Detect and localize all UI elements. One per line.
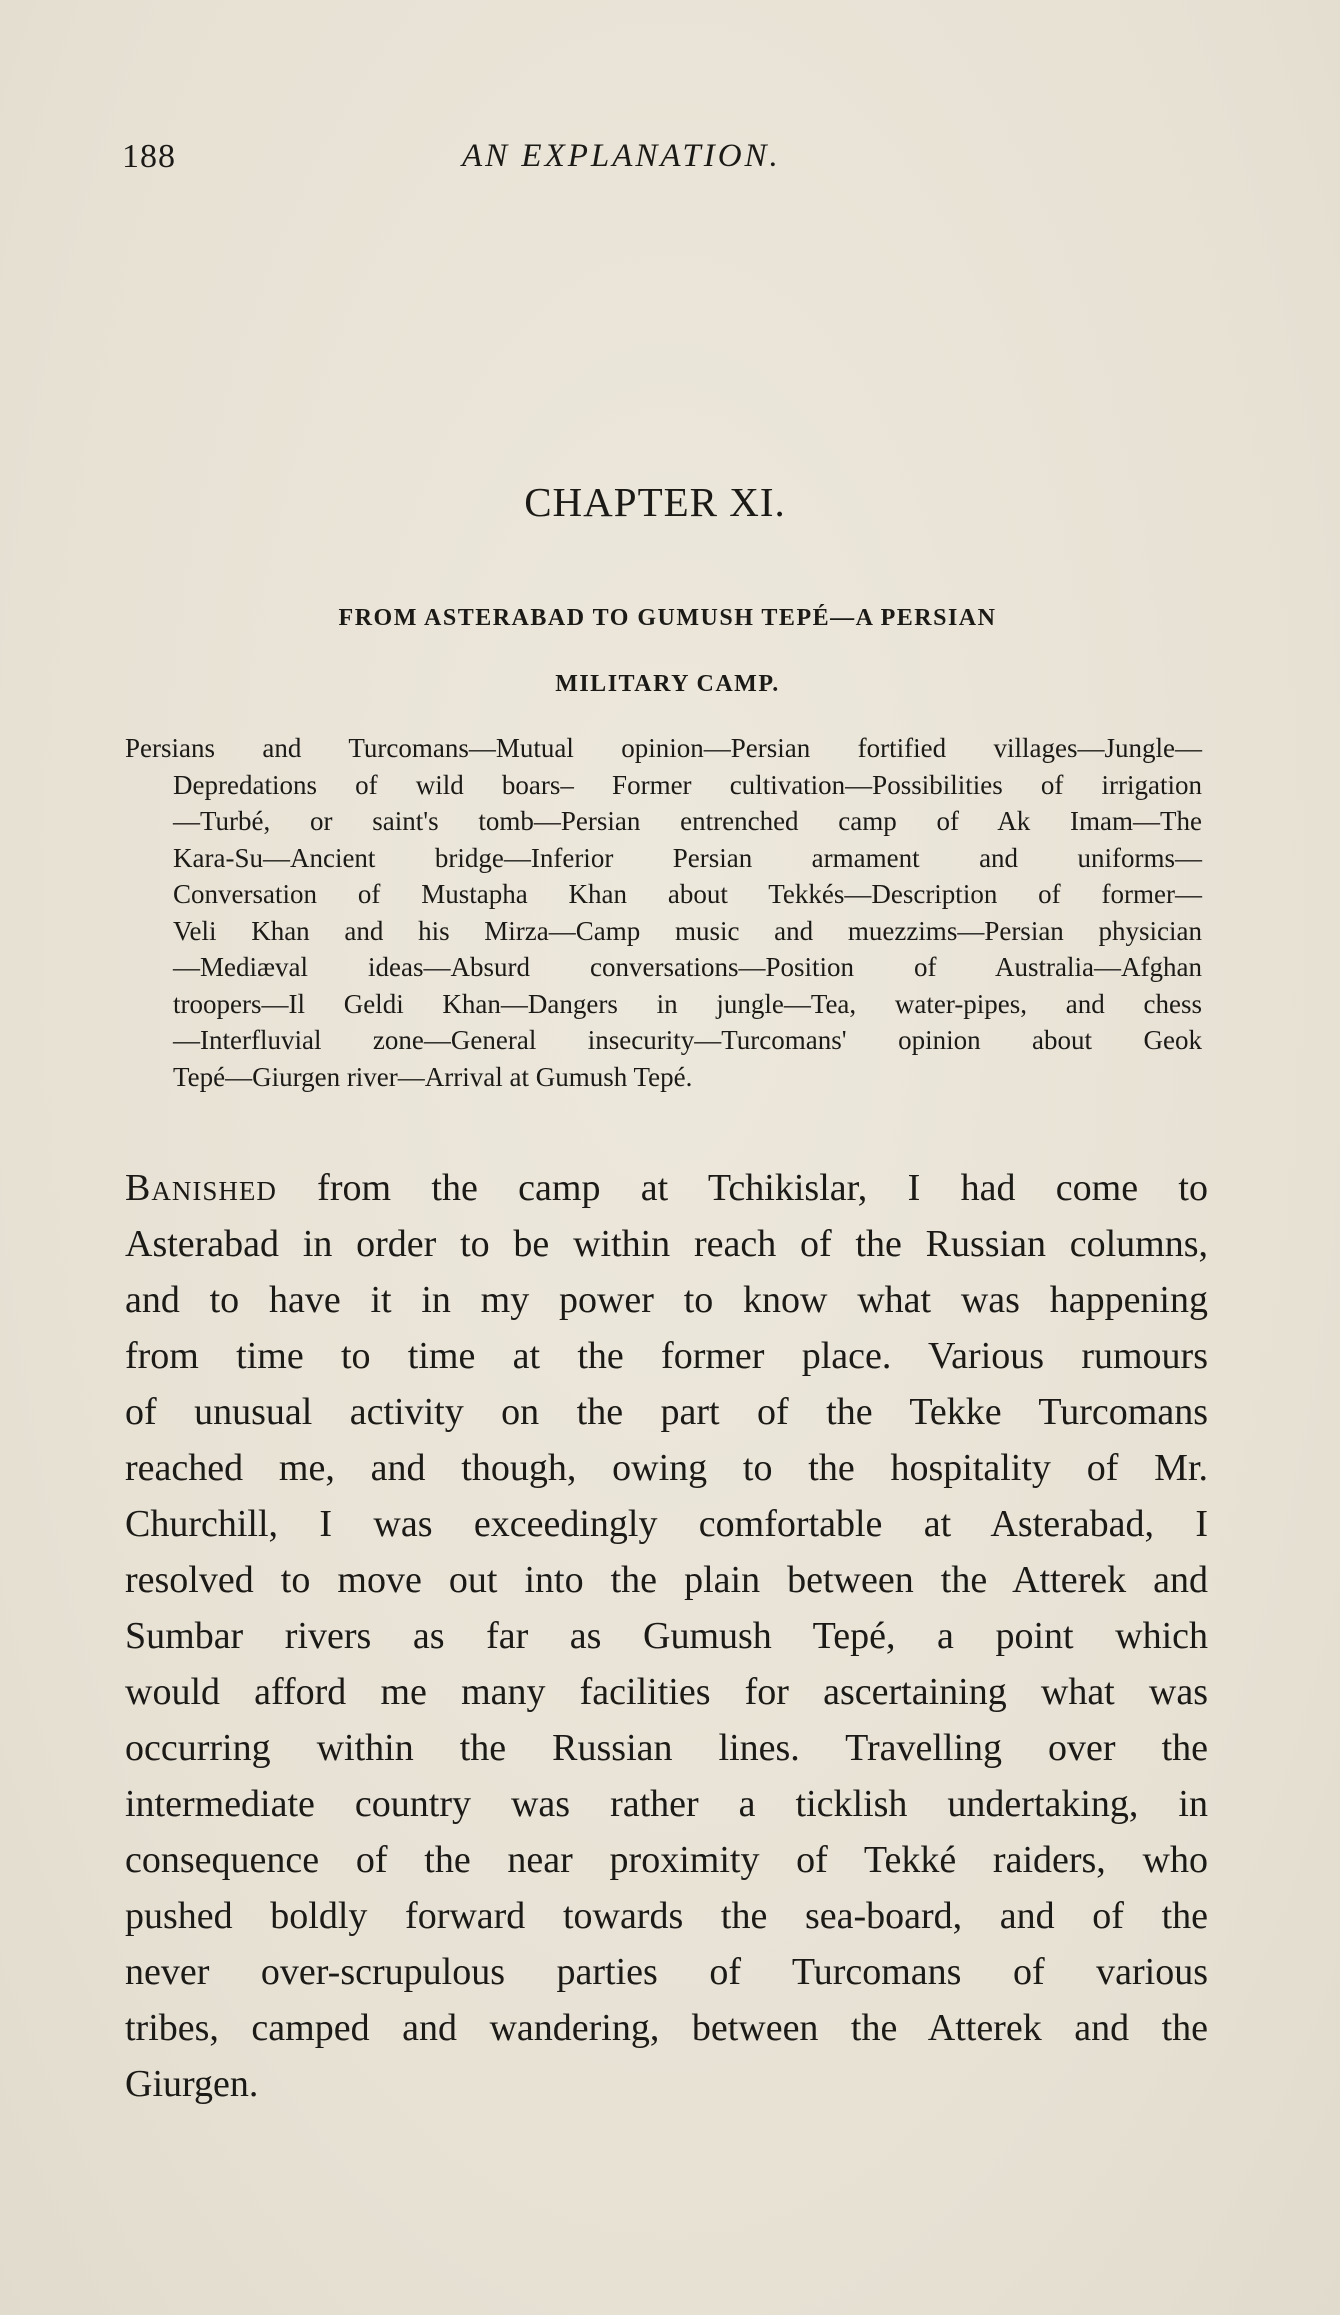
summary-line: troopers—Il Geldi Khan—Dangers in jungle—Tea, water-pipes, and chess xyxy=(173,988,1202,1019)
summary-line: —Mediæval ideas—Absurd conversations—Position of Australia—Afghan xyxy=(173,952,1202,982)
summary-line: —Interfluvial zone—General insecurity—Turcomans' opinion about Geok xyxy=(173,1025,1202,1055)
summary-line: Depredations of wild boars– Former cultivation—Possibilities of irrigation xyxy=(173,769,1202,800)
chapter-title: CHAPTER XI. xyxy=(524,479,786,525)
summary-line: Conversation of Mustapha Khan about Tekkés—Description of former— xyxy=(173,879,1202,909)
body-line: resolved to move out into the plain between the Atterek and xyxy=(125,1559,1208,1601)
running-head xyxy=(122,138,1212,178)
body-line: from time to time at the former place. Various rumours xyxy=(125,1335,1208,1377)
body-line xyxy=(125,1160,1208,1216)
body-line: never over-scrupulous parties of Turcomans of various xyxy=(125,1951,1208,1993)
page-number: 188 xyxy=(122,138,176,175)
summary-line: Persians and Turcomans—Mutual opinion—Persian fortified villages—Jungle— xyxy=(125,733,1202,763)
body-line: of unusual activity on the part of the Tekke Turcomans xyxy=(125,1391,1208,1433)
chapter-subtitle-line-1: FROM ASTERABAD TO GUMUSH TEPÉ—A PERSIAN xyxy=(338,605,997,631)
body-line: Sumbar rivers as far as Gumush Tepé, a point which xyxy=(125,1615,1208,1657)
body-line: intermediate country was rather a ticklish undertaking, in xyxy=(125,1783,1208,1825)
body-line: consequence of the near proximity of Tekké raiders, who xyxy=(125,1839,1208,1881)
chapter-summary xyxy=(125,730,1202,1095)
chapter-subtitle-line-2: MILITARY CAMP. xyxy=(555,671,780,697)
summary-line: —Turbé, or saint's tomb—Persian entrenched camp of Ak Imam—The xyxy=(173,806,1202,836)
summary-line: Veli Khan and his Mirza—Camp music and muezzims—Persian physician xyxy=(173,915,1202,946)
body-line: would afford me many facilities for ascertaining what was xyxy=(125,1671,1208,1713)
running-title: AN EXPLANATION. xyxy=(462,138,781,174)
body-line: and to have it in my power to know what was happening xyxy=(125,1279,1208,1321)
chapter-subtitle xyxy=(0,585,1335,717)
body-line: reached me, and though, owing to the hospitality of Mr. xyxy=(125,1447,1208,1489)
body-line: Asterabad in order to be within reach of the Russian columns, xyxy=(125,1223,1208,1265)
body-paragraph xyxy=(125,1160,1208,2112)
body-line: tribes, camped and wandering, between the Atterek and the xyxy=(125,2007,1208,2049)
body-line: Churchill, I was exceedingly comfortable at Asterabad, I xyxy=(125,1503,1208,1545)
lead-word: Banished xyxy=(125,1167,277,1209)
body-line: Giurgen. xyxy=(125,2063,259,2105)
summary-line: Tepé—Giurgen river—Arrival at Gumush Tepé. xyxy=(173,1061,693,1092)
summary-line: Kara-Su—Ancient bridge—Inferior Persian armament and uniforms— xyxy=(173,842,1202,873)
body-line-text: from the camp at Tchikislar, I had come to xyxy=(276,1167,1208,1209)
body-line: occurring within the Russian lines. Travelling over the xyxy=(125,1727,1208,1769)
body-line: pushed boldly forward towards the sea-board, and of the xyxy=(125,1895,1208,1937)
